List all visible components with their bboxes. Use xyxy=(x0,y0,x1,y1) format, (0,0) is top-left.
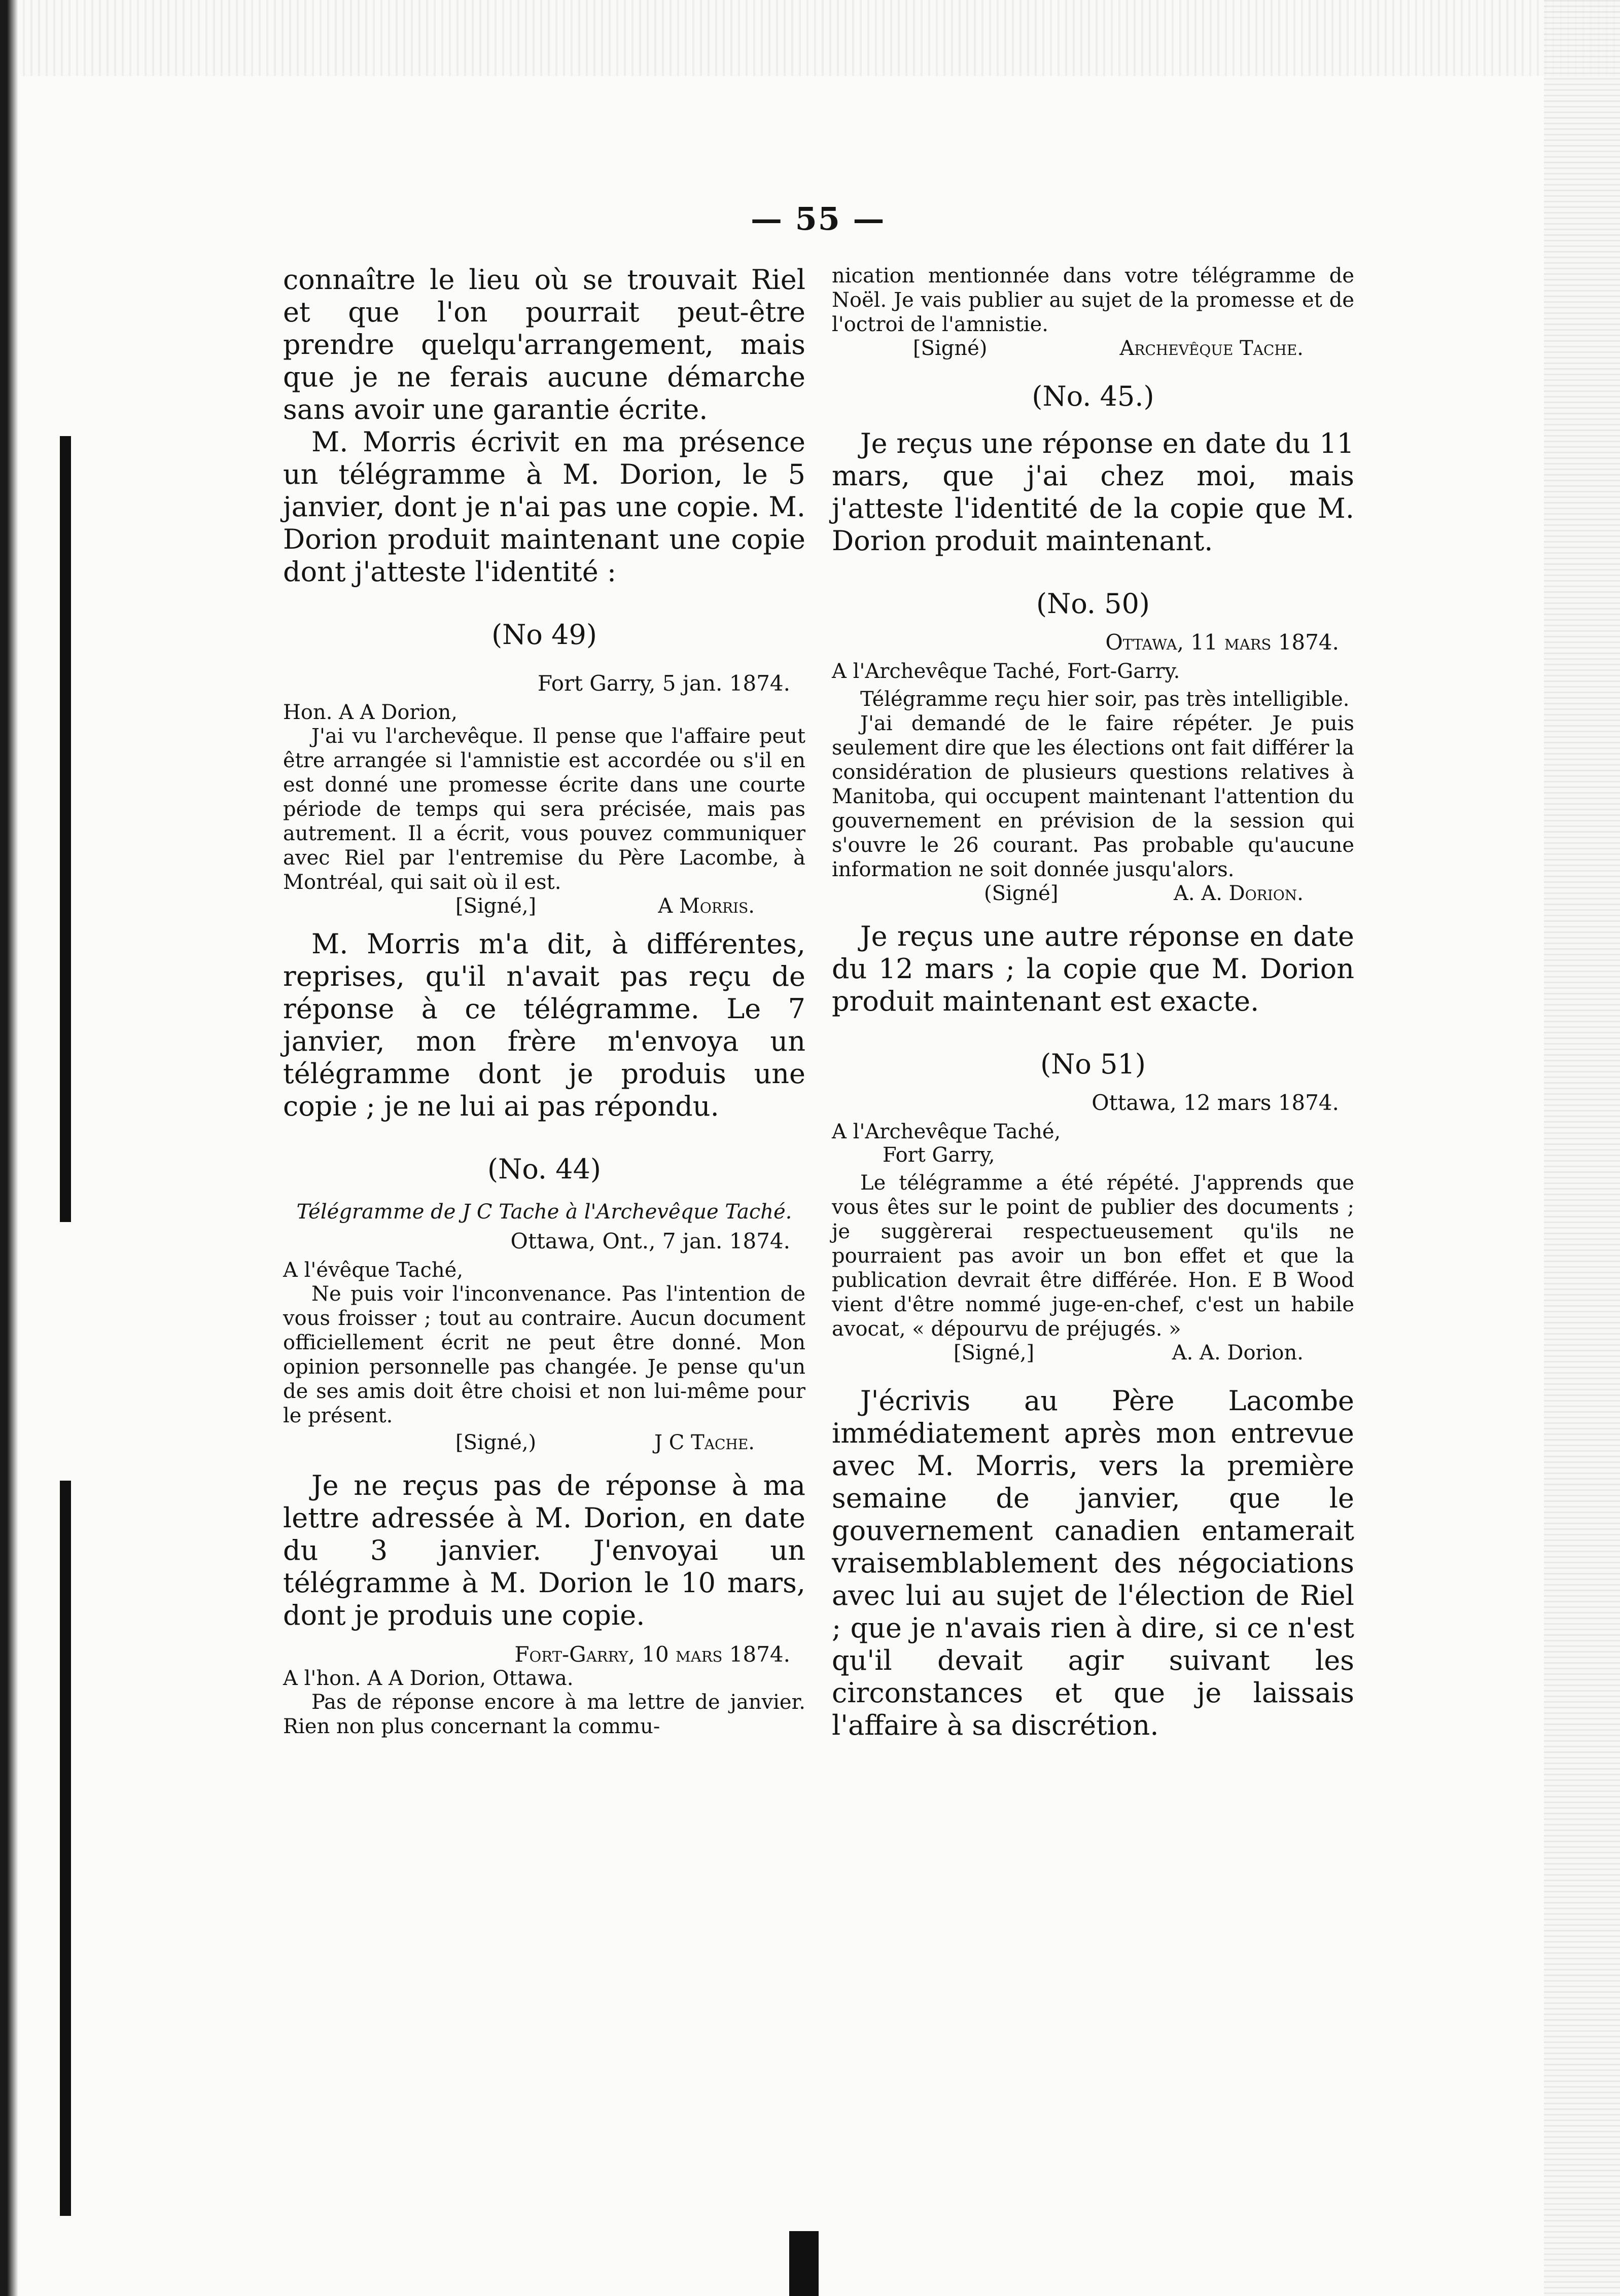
signature xyxy=(832,337,1354,360)
telegram-text: J'ai demandé de le faire répéter. Je puis seulement dire que les élections ont fait différer la considération de plusieurs questions relatives à Manitoba, qui occupent maintenant l'attention du gouvernement en prévision de la session qui s'ouvre le 26 courant. Pas probable qu'aucune information ne soit donnée jusqu'alors. xyxy=(832,712,1354,881)
telegram-text: Pas de réponse encore à ma lettre de janvier. Rien non plus concernant la commu- xyxy=(283,1691,805,1738)
telegram-addressee: Hon. A A Dorion, xyxy=(283,701,457,724)
signer-name: A. A. Dorion. xyxy=(1172,1341,1304,1365)
document-number: (No 49) xyxy=(491,619,597,651)
signer-name: A. A. Dorion. xyxy=(1174,882,1304,905)
scan-edge-right xyxy=(1544,0,1620,2296)
document-number: (No. 45.) xyxy=(1032,380,1154,412)
signer-name: Archevêque Tache. xyxy=(1119,337,1304,360)
signed-label: [Signé,) xyxy=(455,1431,537,1454)
left-column xyxy=(283,264,805,1739)
paragraph: Je reçus une autre réponse en date du 12 mars ; la copie que M. Dorion produit maintenant est exacte. xyxy=(832,920,1354,1017)
telegram-addressee: A l'hon. A A Dorion, Ottawa. xyxy=(283,1667,574,1690)
telegram-date: Ottawa, Ont., 7 jan. 1874. xyxy=(510,1229,790,1253)
paragraph: M. Morris m'a dit, à différentes, reprises, qu'il n'avait pas reçu de réponse à ce télégramme. Le 7 janvier, mon frère m'envoya un télégramme dont je produis une copie ; je ne lui ai pas répondu. xyxy=(283,928,805,1122)
right-column xyxy=(832,264,1354,1742)
signed-label: [Signé,] xyxy=(455,894,537,918)
signature xyxy=(283,894,805,918)
telegram-date: Ottawa, 11 mars 1874. xyxy=(1105,630,1339,655)
document-number: (No 51) xyxy=(1040,1048,1146,1080)
signature xyxy=(832,1341,1354,1365)
telegram-text: Le télégramme a été répété. J'apprends que vous êtes sur le point de publier des documents ; je suggèrerai respectueusement qu'ils ne pourraient pas avoir un bon effet et que la publication devrait être différée. Hon. E B Wood vient d'être nommé juge-en-chef, c'est un habile avocat, « dépourvu de préjugés. » xyxy=(832,1171,1354,1341)
paragraph: J'écrivis au Père Lacombe immédiatement après mon entrevue avec M. Morris, vers la première semaine de janvier, que le gouvernement canadien entamerait vraisemblablement des négociations avec lui au sujet de l'élection de Riel ; que je n'avais rien à dire, si ce n'est qu'il devait agir suivant les circonstances et que je laissais l'affaire à sa discrétion. xyxy=(832,1385,1354,1741)
scan-edge-left xyxy=(0,0,18,2296)
binding-shadow xyxy=(60,1481,71,2216)
telegram-date: Fort Garry, 5 jan. 1874. xyxy=(537,671,790,696)
signature xyxy=(832,882,1354,905)
signed-label: [Signé,] xyxy=(954,1341,1035,1365)
page-number: — 55 — xyxy=(751,200,886,237)
signature xyxy=(283,1431,805,1454)
signed-label: [Signé) xyxy=(913,337,988,360)
telegram-date: Fort-Garry, 10 mars 1874. xyxy=(514,1642,790,1667)
telegram-addressee: Fort Garry, xyxy=(883,1143,995,1167)
telegram-addressee: A l'évêque Taché, xyxy=(283,1259,464,1282)
document-number: (No. 44) xyxy=(487,1153,601,1185)
scan-edge-top xyxy=(0,0,1620,76)
signer-name: A Morris. xyxy=(658,894,755,918)
paragraph: Je ne reçus pas de réponse à ma lettre adressée à M. Dorion, en date du 3 janvier. J'envoyai un télégramme à M. Dorion le 10 mars, dont je produis une copie. xyxy=(283,1469,805,1631)
telegram-text: Ne puis voir l'inconvenance. Pas l'intention de vous froisser ; tout au contraire. Aucun document officiellement écrit ne peut être donné. Mon opinion personnelle pas changée. Je pense qu'un de ses amis doit être choisi et non lui-même pour le présent. xyxy=(283,1282,805,1427)
telegram-text: nication mentionnée dans votre télégramme de Noël. Je vais publier au sujet de la promesse et de l'octroi de l'amnistie. xyxy=(832,264,1354,336)
signed-label: (Signé] xyxy=(984,882,1059,905)
telegram-addressee: A l'Archevêque Taché, Fort-Garry. xyxy=(832,660,1180,683)
paragraph: connaître le lieu où se trouvait Riel et que l'on pourrait peut-être prendre quelqu'arrangement, mais que je ne ferais aucune démarche sans avoir une garantie écrite. xyxy=(283,264,805,425)
telegram-date: Ottawa, 12 mars 1874. xyxy=(1091,1090,1339,1115)
signer-name: J C Tache. xyxy=(654,1431,755,1454)
telegram-text: Télégramme reçu hier soir, pas très intelligible. xyxy=(860,688,1350,711)
paragraph: M. Morris écrivit en ma présence un télégramme à M. Dorion, le 5 janvier, dont je n'ai pas une copie. M. Dorion produit maintenant une copie dont j'atteste l'identité : xyxy=(283,426,805,588)
paragraph: Je reçus une réponse en date du 11 mars, que j'ai chez moi, mais j'atteste l'identité de la copie que M. Dorion produit maintenant. xyxy=(832,427,1354,557)
document-number: (No. 50) xyxy=(1036,588,1150,620)
telegram-addressee: A l'Archevêque Taché, xyxy=(832,1120,1061,1143)
telegram-title: Télégramme de J C Tache à l'Archevêque Taché. xyxy=(296,1200,792,1224)
scan-artifact xyxy=(789,2231,819,2296)
binding-shadow xyxy=(60,436,71,1222)
telegram-text: J'ai vu l'archevêque. Il pense que l'affaire peut être arrangée si l'amnistie est accordée ou s'il en est donné une promesse écrite dans une courte période de temps qui sera précisée, mais pas autrement. Il a écrit, vous pouvez communiquer avec Riel par l'entremise du Père Lacombe, à Montréal, qui sait où il est. xyxy=(283,725,805,894)
